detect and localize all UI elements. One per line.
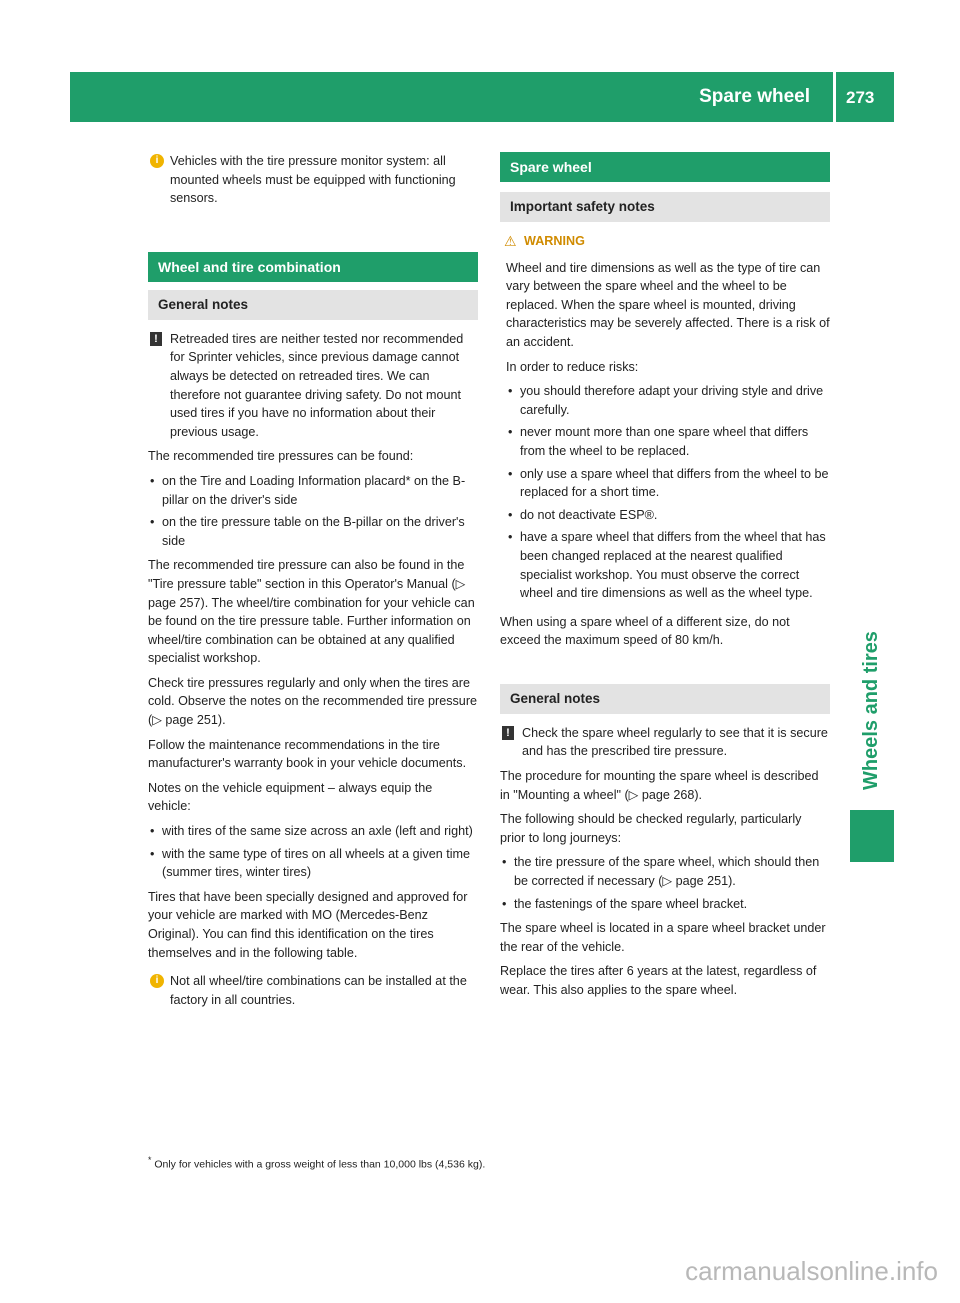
- bullet-list: [148, 822, 478, 882]
- warning-box: [500, 232, 830, 603]
- paragraph: Replace the tires after 6 years at the latest, regardless of wear. This also applies to the spare wheel.: [500, 964, 817, 997]
- warning-intro: In order to reduce risks:: [506, 359, 639, 374]
- warning-heading: ⚠ WARNING: [504, 233, 585, 249]
- list-item: • with the same type of tires on all wheels at a given time (summer tires, winter tires): [148, 845, 478, 882]
- footnote: * Only for vehicles with a gross weight of less than 10,000 lbs (4,536 kg).: [148, 1155, 486, 1171]
- info-note: i Vehicles with the tire pressure monitor system: all mounted wheels must be equipped with functioning sensors.: [148, 152, 478, 208]
- warning-text: Wheel and tire dimensions as well as the type of tire can vary between the spare wheel and the wheel to be replaced. When the spare wheel is mounted, driving characteristics may be severely affected. There is a risk of an accident.: [506, 260, 830, 349]
- paragraph: The procedure for mounting the spare wheel is described in "Mounting a wheel" (▷ page 268).: [500, 769, 819, 802]
- paragraph: Follow the maintenance recommendations in the tire manufacturer's warranty book in your vehicle documents.: [148, 737, 467, 771]
- section-heading: Wheel and tire combination: [148, 252, 478, 282]
- paragraph: Notes on the vehicle equipment – always equip the vehicle:: [148, 780, 433, 814]
- notice-icon: !: [150, 332, 162, 346]
- subsection-heading: Important safety notes: [500, 192, 830, 222]
- bullet-list: [500, 853, 830, 913]
- paragraph: The recommended tire pressure can also be found in the "Tire pressure table" section in this Operator's Manual (▷ page 257). The wheel/tire combination for your vehicle can be found on the tire pressure table. Further information on wheel/tire combination can be obtained at any qualified specialist workshop.: [148, 558, 475, 666]
- footnote-marker: *: [148, 1155, 152, 1165]
- page-title: Spare wheel: [699, 86, 810, 107]
- notice-note: ! Retreaded tires are neither tested nor recommended for Sprinter vehicles, since previous damage cannot always be detected on retreaded tires. We can therefore not guarantee driving safety. Do not mount used tires if you have no information about their previous usage.: [148, 330, 478, 442]
- list-item: • on the tire pressure table on the B-pillar on the driver's side: [148, 513, 478, 550]
- paragraph: Tires that have been specially designed and approved for your vehicle are marked with MO (Mercedes-Benz Original). You can find this identification on the tires themselves and in the following table.: [148, 889, 468, 960]
- warning-list: [506, 382, 830, 603]
- watermark: carmanualsonline.info: [685, 1256, 938, 1286]
- notice-note: ! Check the spare wheel regularly to see that it is secure and has the prescribed tire pressure.: [500, 724, 830, 761]
- info-note: i Not all wheel/tire combinations can be installed at the factory in all countries.: [148, 972, 478, 1009]
- header-divider: [833, 72, 836, 122]
- paragraph: The spare wheel is located in a spare wheel bracket under the rear of the vehicle.: [500, 921, 826, 954]
- left-column: [148, 152, 478, 1015]
- right-column: [500, 152, 830, 1006]
- paragraph: The recommended tire pressures can be found:: [148, 449, 414, 464]
- list-item: • with tires of the same size across an axle (left and right): [148, 822, 478, 841]
- side-tab-block: [850, 810, 894, 862]
- info-icon: i: [150, 974, 164, 988]
- list-item: • on the Tire and Loading Information placard* on the B-pillar on the driver's side: [148, 472, 478, 509]
- paragraph: Check tire pressures regularly and only when the tires are cold. Observe the notes on the recommended tire pressure (▷ page 251).: [148, 675, 478, 728]
- subsection-heading: General notes: [500, 684, 830, 714]
- list-item: • the tire pressure of the spare wheel, which should then be corrected if necessary (▷ page 251).: [500, 853, 830, 890]
- notice-icon: !: [502, 726, 514, 740]
- bullet-list: [148, 472, 478, 550]
- info-icon: i: [150, 154, 164, 168]
- section-heading: Spare wheel: [500, 152, 830, 182]
- page-number: 273: [846, 88, 875, 107]
- list-item: • never mount more than one spare wheel that differs from the wheel to be replaced.: [506, 423, 830, 460]
- list-item: • only use a spare wheel that differs from the wheel to be replaced for a short time.: [506, 465, 830, 502]
- paragraph: The following should be checked regularly, particularly prior to long journeys:: [500, 812, 802, 845]
- subsection-heading: General notes: [148, 290, 478, 320]
- list-item: • you should therefore adapt your driving style and drive carefully.: [506, 382, 830, 419]
- paragraph: When using a spare wheel of a different size, do not exceed the maximum speed of 80 km/h.: [500, 614, 790, 648]
- warning-triangle-icon: ⚠: [504, 233, 517, 249]
- list-item: • the fastenings of the spare wheel bracket.: [500, 895, 830, 914]
- list-item: • have a spare wheel that differs from the wheel that has been changed replaced at the nearest qualified specialist workshop. You must observe the correct wheel and tire dimensions as well as the wheel type.: [506, 528, 830, 602]
- section-side-tab: Wheels and tires: [860, 631, 882, 790]
- list-item: • do not deactivate ESP®.: [506, 506, 830, 525]
